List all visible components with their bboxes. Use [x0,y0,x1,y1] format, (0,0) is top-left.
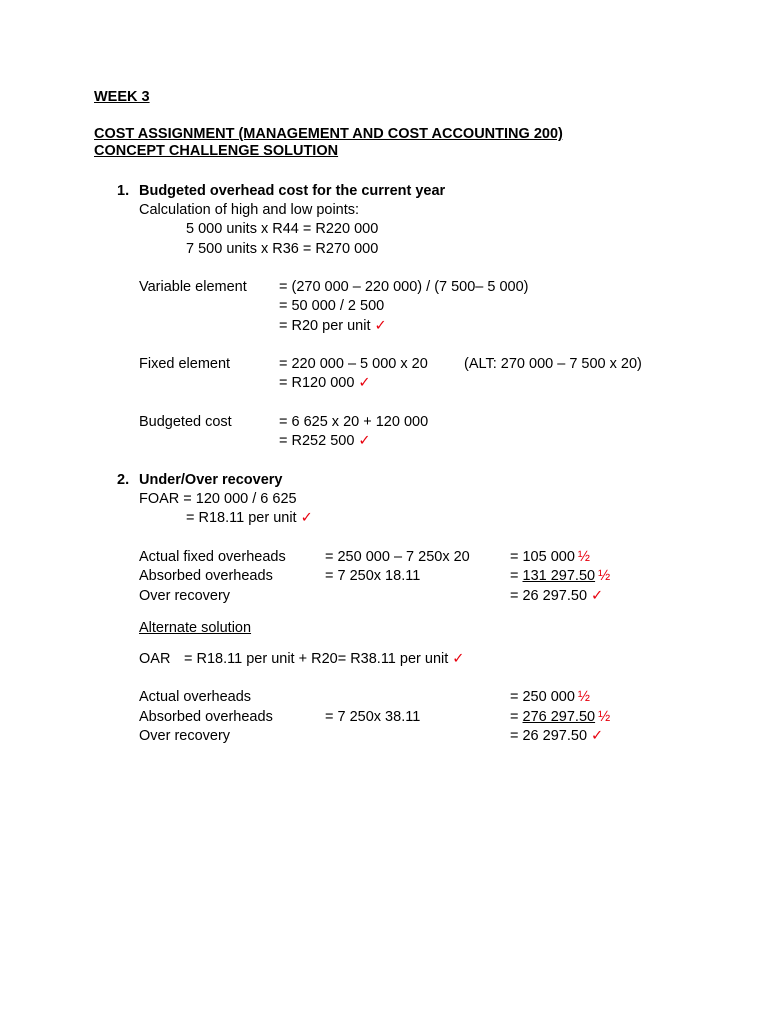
fixed-element-label: Fixed element [139,356,231,372]
half-mark-icon: ½ [577,549,591,565]
variable-element-calc-1: = (270 000 – 220 000) / (7 500– 5 000) [279,279,529,295]
absorbed-overheads-alt-result [510,708,610,726]
q1-calc-intro: Calculation of high and low points: [139,202,360,218]
equals-sign: = [510,568,523,584]
over-recovery-alt-result [510,727,603,745]
document-subtitle: CONCEPT CHALLENGE SOLUTION [94,143,339,159]
alternate-solution-heading: Alternate solution [139,620,252,636]
q1-low-point: 5 000 units x R44 = R220 000 [186,221,379,237]
week-heading: WEEK 3 [94,89,150,105]
equals-sign: = [510,709,523,725]
over-recovery-label: Over recovery [139,588,231,604]
actual-fixed-overheads-value: = 105 000 [510,549,575,565]
tick-mark-icon: ✓ [374,318,387,334]
tick-mark-icon: ✓ [300,510,313,526]
over-recovery-alt-label: Over recovery [139,728,231,744]
q1-number: 1. [117,183,130,199]
actual-fixed-overheads-result [510,548,590,566]
foar-calc: FOAR = 120 000 / 6 625 [139,491,297,507]
q2-number: 2. [117,472,130,488]
over-recovery-result [510,587,603,605]
over-recovery-value: = 26 297.50 [510,588,588,604]
tick-mark-icon: ✓ [358,375,371,391]
fixed-element-alt: (ALT: 270 000 – 7 500 x 20) [464,356,642,372]
actual-fixed-overheads-calc: = 250 000 – 7 250x 20 [325,549,470,565]
actual-overheads-value: = 250 000 [510,689,575,705]
oar-label: OAR [139,651,171,667]
variable-element-calc-2: = 50 000 / 2 500 [279,298,385,314]
budgeted-cost-result-text: = R252 500 [279,433,355,449]
variable-element-result-text: = R20 per unit [279,318,371,334]
absorbed-overheads-result [510,567,610,585]
foar-result [186,509,313,527]
absorbed-overheads-alt-calc: = 7 250x 38.11 [325,709,421,725]
document-title: COST ASSIGNMENT (MANAGEMENT AND COST ACCOUNTING 200) [94,126,563,142]
absorbed-overheads-alt-value: 276 297.50 [522,709,596,725]
oar-value [184,650,464,668]
half-mark-icon: ½ [577,689,591,705]
q2-heading: Under/Over recovery [139,472,283,488]
budgeted-cost-label: Budgeted cost [139,414,232,430]
fixed-element-result-text: = R120 000 [279,375,355,391]
tick-mark-icon: ✓ [591,728,604,744]
q1-heading: Budgeted overhead cost for the current year [139,183,446,199]
budgeted-cost-calc: = 6 625 x 20 + 120 000 [279,414,429,430]
fixed-element-calc: = 220 000 – 5 000 x 20 [279,356,428,372]
tick-mark-icon: ✓ [591,588,604,604]
absorbed-overheads-alt-label: Absorbed overheads [139,709,273,725]
variable-element-result [279,317,387,335]
q1-high-point: 7 500 units x R36 = R270 000 [186,241,379,257]
absorbed-overheads-value: 131 297.50 [522,568,596,584]
oar-value-text: = R18.11 per unit + R20= R38.11 per unit [184,651,449,667]
foar-result-text: = R18.11 per unit [186,510,297,526]
variable-element-label: Variable element [139,279,247,295]
tick-mark-icon: ✓ [358,433,371,449]
absorbed-overheads-calc: = 7 250x 18.11 [325,568,421,584]
actual-fixed-overheads-label: Actual fixed overheads [139,549,286,565]
tick-mark-icon: ✓ [452,651,465,667]
over-recovery-alt-value: = 26 297.50 [510,728,588,744]
fixed-element-result [279,374,371,392]
half-mark-icon: ½ [598,709,611,725]
absorbed-overheads-label: Absorbed overheads [139,568,273,584]
actual-overheads-result [510,688,590,706]
actual-overheads-label: Actual overheads [139,689,252,705]
half-mark-icon: ½ [598,568,611,584]
budgeted-cost-result [279,432,371,450]
